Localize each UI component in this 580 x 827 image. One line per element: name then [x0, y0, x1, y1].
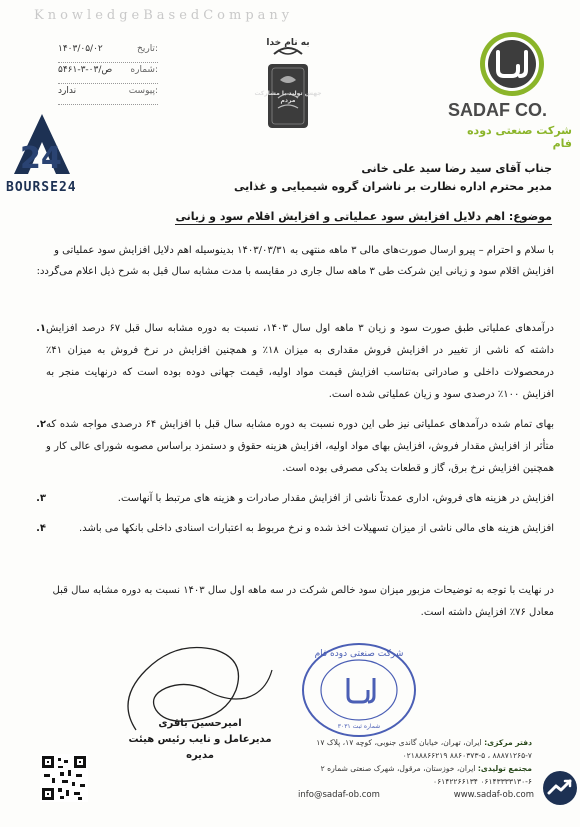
list-item-text: درآمدهای عملیاتی طبق صورت سود و زیان ۳ ماهه اول سال ۱۴۰۳، نسبت به دوره مشابه سال قبل ۶۷ درصد افزایش داشته که ناشی از تغییر در افزایش فروش مقداری به میزان ۱۸٪ و همچنین افزایش در نرخ فروش به میزان ۴۱٪ درمحصولات داخلی و صادراتی به‌تناسب افزایش قیمت مواد اولیه، قیمت جهانی دوده بوده است که درنهایت منجر به افزایش ۱۰۰٪ درصدی سود و زیان عملیاتی شده است. [46, 323, 554, 400]
factory-phone: ۰۶۱۴۳۳۳۳۱۳۰-۶ [480, 777, 532, 786]
emblem-slogan: جهش تولید با مشارکت مردم [254, 90, 322, 104]
office-address: ایران، تهران، خیابان گاندی جنوبی، کوچه ۱۷، پلاک ۱۷ [316, 738, 482, 747]
factory-label: مجتمع تولیدی: [477, 764, 532, 773]
date-label: تاریخ: [137, 44, 158, 54]
signer-block [120, 716, 280, 764]
chart-badge-icon [542, 770, 578, 806]
signer-title: مدیرعامل و نایب رئیس هیئت مدیره [128, 734, 272, 761]
emblem-header-text: به نام خدا [266, 38, 310, 48]
list-item-text: افزایش در هزینه های فروش، اداری عمدتاً ناشی از افزایش مقدار صادرات و هزینه های مرتبط با آنهاست. [117, 493, 554, 504]
addressee-block [32, 160, 552, 196]
sadaf-logo-icon [462, 30, 558, 100]
office-phone: ۸۸۸۷۱۲۶۵-۷ ، ۸۸۶۰۳۷۳-۵ [449, 751, 532, 760]
list-item-number: ۴. [36, 523, 46, 534]
list-item [26, 318, 554, 406]
date-value: ۱۴۰۳/۰۵/۰۲ [58, 44, 103, 54]
chart-badge-svg [542, 770, 578, 806]
stamp-company: شرکت صنعتی دوده فام [314, 649, 404, 659]
subject-line [32, 210, 552, 225]
office-line [296, 736, 532, 749]
svg-text:24: 24 [20, 141, 62, 176]
signer-name: امیرحسین باقری [158, 718, 242, 729]
attachment-row [58, 86, 158, 105]
list-item-text: بهای تمام شده درآمدهای عملیاتی نیز طی این دوره نسبت به دوره مشابه سال قبل با افزایش ۶۴ درصدی مواجه شده که متأثر از افزایش مقدار فروش، افزایش بهای مواد اولیه، افزایش هزینه حقوق و دستمزد براساس مصوبه شورای عالی کار و همچنین افزایش نرخ برق، گاز و قطعات یدکی مصرفی بوده است. [46, 419, 555, 474]
factory-address: ایران، خوزستان، مرقول، شهرک صنعتی شماره ۲ [320, 764, 476, 773]
list-item [26, 414, 554, 480]
number-value: ۵۴۶۱-۳-ص/۰۳ [58, 65, 113, 75]
factory-fax: ۰۶۱۴۲۲۶۶۱۳۴ [433, 777, 478, 786]
list-item-number: ۲. [36, 419, 46, 430]
conclusion-paragraph: در نهایت با توجه به توضیحات مزبور میزان سود خالص شرکت در سه ماهه اول سال ۱۴۰۳ نسبت به دوره مشابه سال قبل معادل ۷۶٪ افزایش داشته است. [52, 585, 554, 618]
attachment-label: پیوست: [128, 86, 158, 96]
contact-footer [296, 736, 532, 788]
reasons-list [26, 318, 554, 548]
bourse24-label: BOURSE24 [6, 180, 77, 195]
number-label: شماره: [130, 65, 158, 75]
phone-line [296, 749, 532, 762]
qr-code-icon [40, 754, 88, 802]
subject-text: موضوع: اهم دلایل افزایش سود عملیاتی و افزایش اقلام سود و زیانی [175, 210, 552, 223]
attachment-value: ندارد [58, 86, 77, 96]
company-name-fa: شرکت صنعتی دوده فام [467, 124, 572, 150]
intro-paragraph: با سلام و احترام – پیرو ارسال صورت‌های مالی ۳ ماهه منتهی به ۱۴۰۳/۰۳/۳۱ بدینوسیله اهم دلایل افزایش سود عملیاتی و افزایش اقلام سود و زیانی این شرکت طی ۳ ماهه سال جاری در مقایسه با مدت مشابه سال قبل به شرح ذیل اعلام می‌گردد: [36, 245, 554, 277]
factory-line [296, 762, 532, 775]
company-name-en: SADAF CO. [448, 100, 547, 120]
list-item [26, 488, 554, 510]
addressee-name: جناب آقای سید رضا سید علی خانی [361, 162, 552, 175]
list-item [26, 518, 554, 540]
office-label: دفتر مرکزی: [484, 738, 532, 747]
office-fax: ۰۲۱۸۸۸۶۶۲۱۹ [402, 751, 448, 760]
list-item-text: افزایش هزینه های مالی ناشی از میزان تسهیلات اخذ شده و نرخ مربوط به اعتبارات اسنادی داخلی بانکها می باشد. [79, 523, 554, 534]
website-link[interactable]: www.sadaf-ob.com [453, 790, 534, 800]
date-row [58, 44, 158, 63]
list-item-number: ۱. [36, 323, 46, 334]
web-contacts [298, 790, 534, 800]
knowledge-based-company-title: KnowledgeBasedCompany [34, 8, 294, 23]
stamp-registration: شماره ثبت ۳۰۳۱ [337, 723, 381, 730]
qr-code [40, 754, 88, 802]
national-emblem [252, 40, 324, 140]
email-link[interactable]: info@sadaf-ob.com [298, 790, 380, 800]
list-item-number: ۳. [36, 493, 46, 504]
factory-phone-line [296, 775, 532, 788]
addressee-position: مدیر محترم اداره نظارت بر ناشران گروه شیمیایی و غذایی [233, 180, 552, 193]
company-stamp [300, 640, 418, 740]
letter-meta [58, 44, 158, 107]
number-row [58, 65, 158, 84]
stamp-icon [300, 640, 418, 740]
